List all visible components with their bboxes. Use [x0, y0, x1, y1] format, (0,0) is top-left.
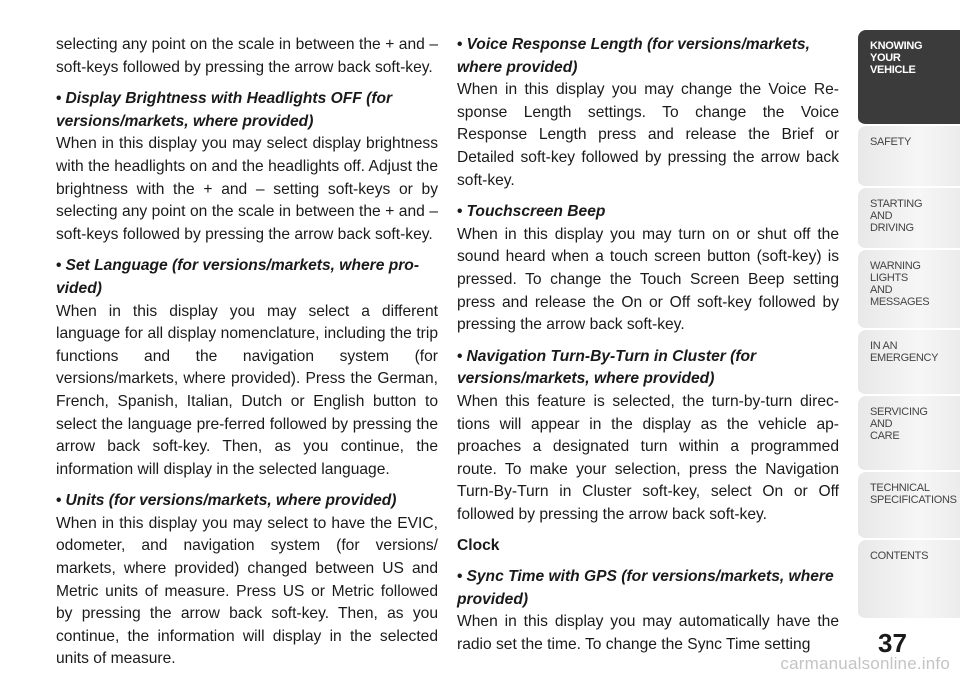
item-heading-voice-response-length — [457, 34, 839, 79]
item-heading-text: Units (for versions/markets, where provided) — [65, 492, 397, 510]
body-paragraph: When in this display you may select to have the EVIC, odometer, and navigation system (for versions/ markets, where provided) changed between US and Metric units of measure. Press US or Metric followed by pressing the arrow back soft-key. Then, as you continue, the information will display in the selected units of measure. — [56, 514, 438, 668]
item-heading-display-brightness — [56, 88, 438, 133]
right-column — [457, 34, 839, 665]
tab-warning-lights-and-messages[interactable]: WARNING LIGHTS AND MESSAGES — [858, 250, 960, 330]
bullet-icon: • — [56, 492, 62, 510]
bullet-icon: • — [457, 36, 463, 53]
body-paragraph: When in this display you may turn on or shut off the sound heard when a touch screen button (soft-key) is pressed. To change the Touch Screen Beep setting press and release the On or Off soft-key followed by pressing the arrow back soft-key. — [457, 225, 839, 334]
item-heading-set-language — [56, 255, 438, 300]
tab-contents[interactable]: CONTENTS — [858, 540, 960, 620]
item-heading-units — [56, 490, 438, 513]
body-paragraph: When this feature is selected, the turn-by-turn direc-tions will appear in the display as the vehicle ap-proaches a designated turn within a programmed route. To make your selection, press the Navigation Turn-By-Turn in Cluster soft-key, select On or Off followed by pressing the arrow back soft-key. — [457, 392, 839, 523]
bullet-icon: • — [457, 347, 463, 365]
tab-technical-specifications[interactable]: TECHNICAL SPECIFICATIONS — [858, 472, 960, 540]
tab-knowing-your-vehicle[interactable]: KNOWING YOUR VEHICLE — [858, 30, 960, 126]
item-heading-touchscreen-beep — [457, 201, 839, 224]
bullet-icon: • — [457, 203, 463, 221]
bullet-icon: • — [56, 257, 62, 275]
item-heading-sync-time-gps — [457, 566, 839, 611]
body-paragraph: When in this display you may select a different language for all display nomenclature, including the trip functions and the navigation system (for versions/markets, where provided). Press the German, French, Spanish, Italian, Dutch or English button to select the language pre-ferred followed by pressing the arrow back soft-key. Then, as you continue, the information will display in the selected language. — [56, 302, 438, 478]
item-heading-text: Voice Response Length (for versions/markets, where provided) — [457, 36, 810, 76]
chapter-sidebar — [858, 30, 960, 630]
tab-servicing-and-care[interactable]: SERVICING AND CARE — [858, 396, 960, 472]
body-paragraph: When in this display you may change the Voice Re-sponse Length settings. To change the Voice Response Length press and release the Brief or Detailed soft-key followed by pressing the arrow back soft-key. — [457, 81, 839, 189]
section-title-clock: Clock — [457, 537, 500, 555]
item-heading-text: Set Language (for versions/markets, where pro-vided) — [56, 257, 420, 297]
page-number: 37 — [878, 628, 907, 658]
bullet-icon: • — [56, 90, 62, 108]
left-column — [56, 34, 438, 678]
tab-safety[interactable]: SAFETY — [858, 126, 960, 188]
tab-in-an-emergency[interactable]: IN AN EMERGENCY — [858, 330, 960, 396]
item-heading-navigation-turn-by-turn — [457, 346, 839, 391]
body-paragraph: When in this display you may automatically have the radio set the time. To change the Sync Time setting — [457, 613, 839, 653]
bullet-icon: • — [457, 568, 463, 586]
body-paragraph: When in this display you may select display brightness with the headlights on and the headlights off. Adjust the brightness with the + and – setting soft-keys or by selecting any point on the scale in between the + and – soft-keys followed by pressing the arrow back soft-key. — [56, 135, 438, 243]
item-heading-text: Navigation Turn-By-Turn in Cluster (for versions/markets, where provided) — [457, 347, 757, 388]
item-heading-text: Sync Time with GPS (for versions/markets, where provided) — [457, 568, 834, 608]
item-heading-text: Display Brightness with Headlights OFF (for versions/markets, where provided) — [56, 90, 393, 130]
watermark: carmanualsonline.info — [780, 654, 950, 673]
tab-starting-and-driving[interactable]: STARTING AND DRIVING — [858, 188, 960, 250]
body-paragraph: selecting any point on the scale in between the + and – soft-keys followed by pressing the arrow back soft-key. — [56, 36, 438, 76]
item-heading-text: Touchscreen Beep — [466, 203, 606, 221]
